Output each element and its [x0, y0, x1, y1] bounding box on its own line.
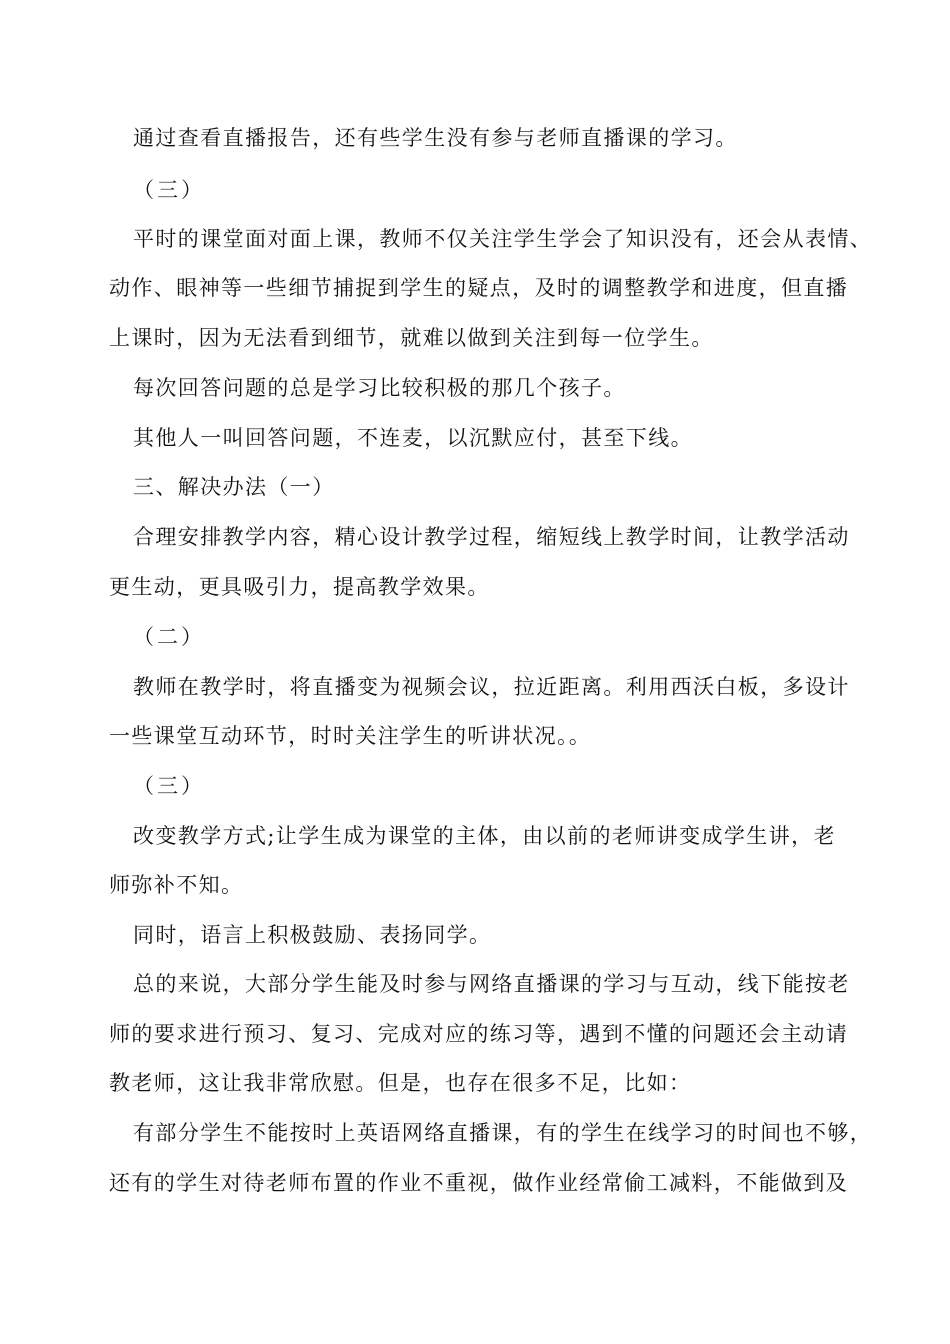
- paragraph-line: 一些课堂互动环节，时时关注学生的听讲状况。。: [109, 724, 592, 748]
- section-marker: （三）: [133, 774, 205, 798]
- paragraph-line: 教师在教学时，将直播变为视频会议，拉近距离。利用西沃白板，多设计: [133, 675, 850, 699]
- paragraph-line: 上课时，因为无法看到细节，就难以做到关注到每一位学生。: [109, 326, 714, 350]
- paragraph-line: 通过查看直播报告，还有些学生没有参与老师直播课的学习。: [133, 126, 738, 150]
- paragraph-line: 改变教学方式;让学生成为课堂的主体，由以前的老师讲变成学生讲，老: [133, 824, 836, 848]
- paragraph-line: 同时，语言上积极鼓励、表扬同学。: [133, 923, 492, 947]
- paragraph-line: 平时的课堂面对面上课，教师不仅关注学生学会了知识没有，还会从表情、: [133, 227, 873, 251]
- paragraph-line: 教老师，这让我非常欣慰。但是，也存在很多不足，比如：: [109, 1071, 692, 1095]
- section-marker: （三）: [133, 178, 205, 202]
- section-heading: 三、解决办法（一）: [133, 475, 335, 499]
- paragraph-line: 总的来说，大部分学生能及时参与网络直播课的学习与互动，线下能按老: [133, 972, 850, 996]
- paragraph-line: 每次回答问题的总是学习比较积极的那几个孩子。: [133, 376, 626, 400]
- paragraph-line: 有部分学生不能按时上英语网络直播课，有的学生在线学习的时间也不够，: [133, 1121, 873, 1145]
- paragraph-line: 合理安排教学内容，精心设计教学过程，缩短线上教学时间，让教学活动: [133, 525, 850, 549]
- paragraph-line: 师的要求进行预习、复习、完成对应的练习等，遇到不懂的问题还会主动请: [109, 1022, 849, 1046]
- paragraph-line: 其他人一叫回答问题，不连麦，以沉默应付，甚至下线。: [133, 426, 693, 450]
- section-marker: （二）: [133, 625, 205, 649]
- paragraph-line: 更生动，更具吸引力，提高教学效果。: [109, 575, 490, 599]
- paragraph-line: 还有的学生对待老师布置的作业不重视，做作业经常偷工减料，不能做到及: [109, 1171, 849, 1195]
- paragraph-line: 师弥补不知。: [109, 873, 244, 897]
- paragraph-line: 动作、眼神等一些细节捕捉到学生的疑点，及时的调整教学和进度，但直播: [109, 276, 849, 300]
